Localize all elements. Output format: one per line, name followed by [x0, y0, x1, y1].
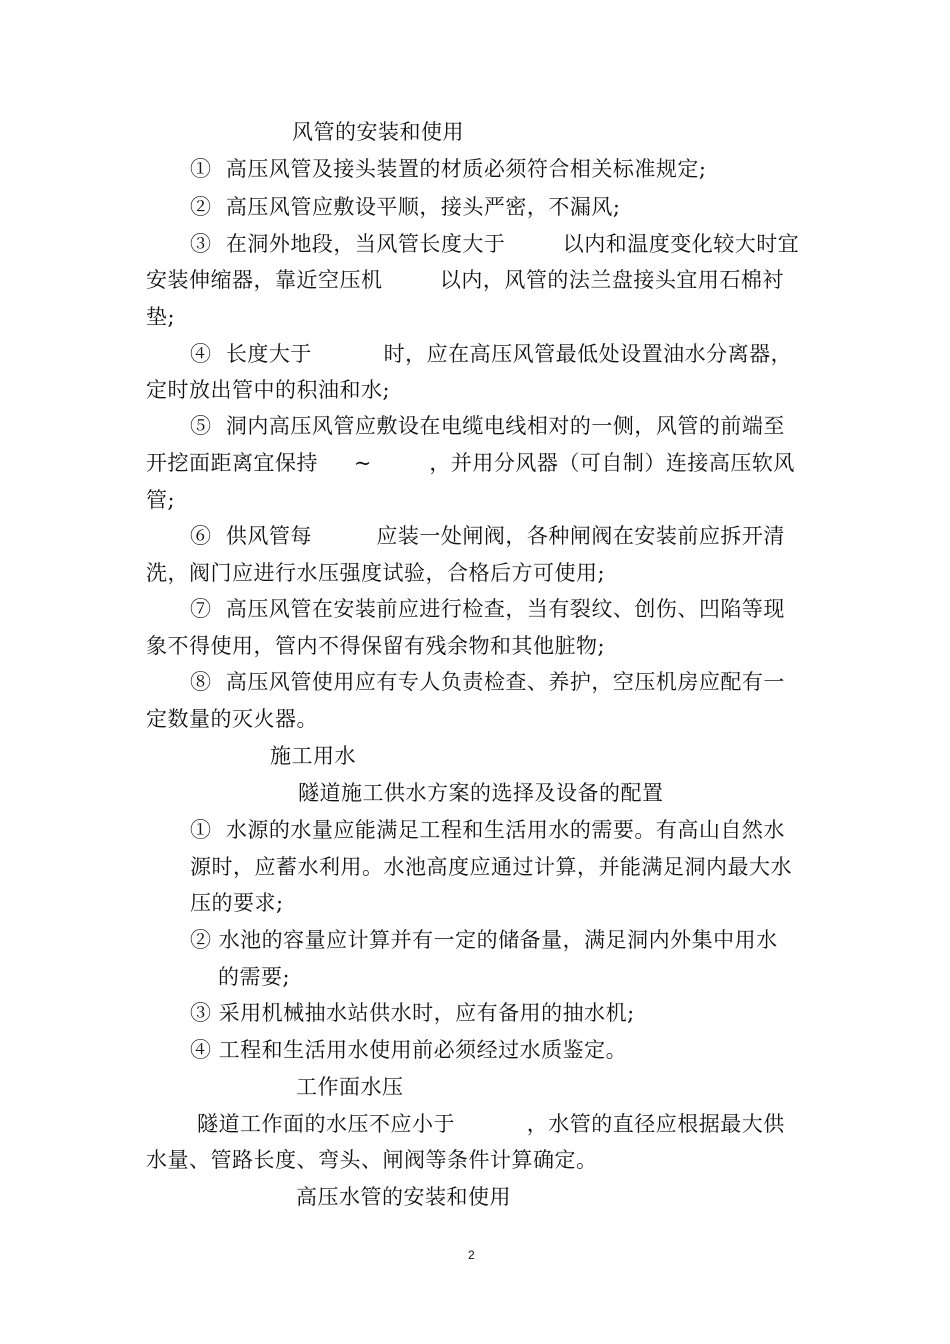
list-item-continuation: 洗，阀门应进行水压强度试验，合格后方可使用;	[146, 561, 606, 585]
list-item-continuation: 安装伸缩器，靠近空压机 以内，风管的法兰盘接头宜用石棉衬	[146, 268, 784, 292]
body-paragraph: 隧道工作面的水压不应小于 ，水管的直径应根据最大供	[197, 1112, 785, 1136]
section-heading: 高压水管的安装和使用	[296, 1185, 511, 1209]
list-item: ④ 工程和生活用水使用前必须经过水质鉴定。	[190, 1038, 628, 1062]
list-item: ⑦ 高压风管在安装前应进行检查，当有裂纹、创伤、凹陷等现	[190, 597, 785, 621]
list-item-continuation: 定时放出管中的积油和水;	[146, 378, 391, 402]
list-item-continuation: 的需要;	[218, 965, 291, 989]
list-item: ② 水池的容量应计算并有一定的储备量，满足洞内外集中用水	[190, 928, 778, 952]
list-item-continuation: 开挖面距离宜保持 ~ ，并用分风器（可自制）连接高压软风	[146, 451, 795, 475]
list-item: ⑧ 高压风管使用应有专人负责检查、养护，空压机房应配有一	[190, 670, 785, 694]
page-number: 2	[468, 1248, 475, 1262]
list-item: ③ 采用机械抽水站供水时，应有备用的抽水机;	[190, 1001, 635, 1025]
list-item-continuation: 源时，应蓄水利用。水池高度应通过计算，并能满足洞内最大水	[190, 855, 792, 879]
section-heading: 风管的安装和使用	[292, 120, 464, 144]
subsection-heading: 隧道施工供水方案的选择及设备的配置	[298, 781, 664, 805]
list-item: ① 高压风管及接头装置的材质必须符合相关标准规定;	[190, 157, 707, 181]
list-item-continuation: 压的要求;	[190, 891, 284, 915]
body-paragraph-continuation: 水量、管路长度、弯头、闸阀等条件计算确定。	[146, 1148, 598, 1172]
list-item-continuation: 象不得使用，管内不得保留有残余物和其他脏物;	[146, 634, 606, 658]
section-heading: 施工用水	[270, 744, 356, 768]
section-heading: 工作面水压	[296, 1075, 404, 1099]
list-item-continuation: 垫;	[146, 305, 176, 329]
list-item: ③ 在洞外地段，当风管长度大于 以内和温度变化较大时宜	[190, 232, 800, 256]
list-item: ⑤ 洞内高压风管应敷设在电缆电线相对的一侧，风管的前端至	[190, 414, 785, 438]
list-item: ① 水源的水量应能满足工程和生活用水的需要。有高山自然水	[190, 818, 785, 842]
list-item-continuation: 管;	[146, 488, 176, 512]
list-item-continuation: 定数量的灭火器。	[146, 707, 318, 731]
list-item: ⑥ 供风管每 应装一处闸阀，各种闸阀在安装前应拆开清	[190, 524, 785, 548]
list-item: ④ 长度大于 时，应在高压风管最低处设置油水分离器，	[190, 342, 793, 366]
list-item: ② 高压风管应敷设平顺，接头严密，不漏风;	[190, 195, 621, 219]
